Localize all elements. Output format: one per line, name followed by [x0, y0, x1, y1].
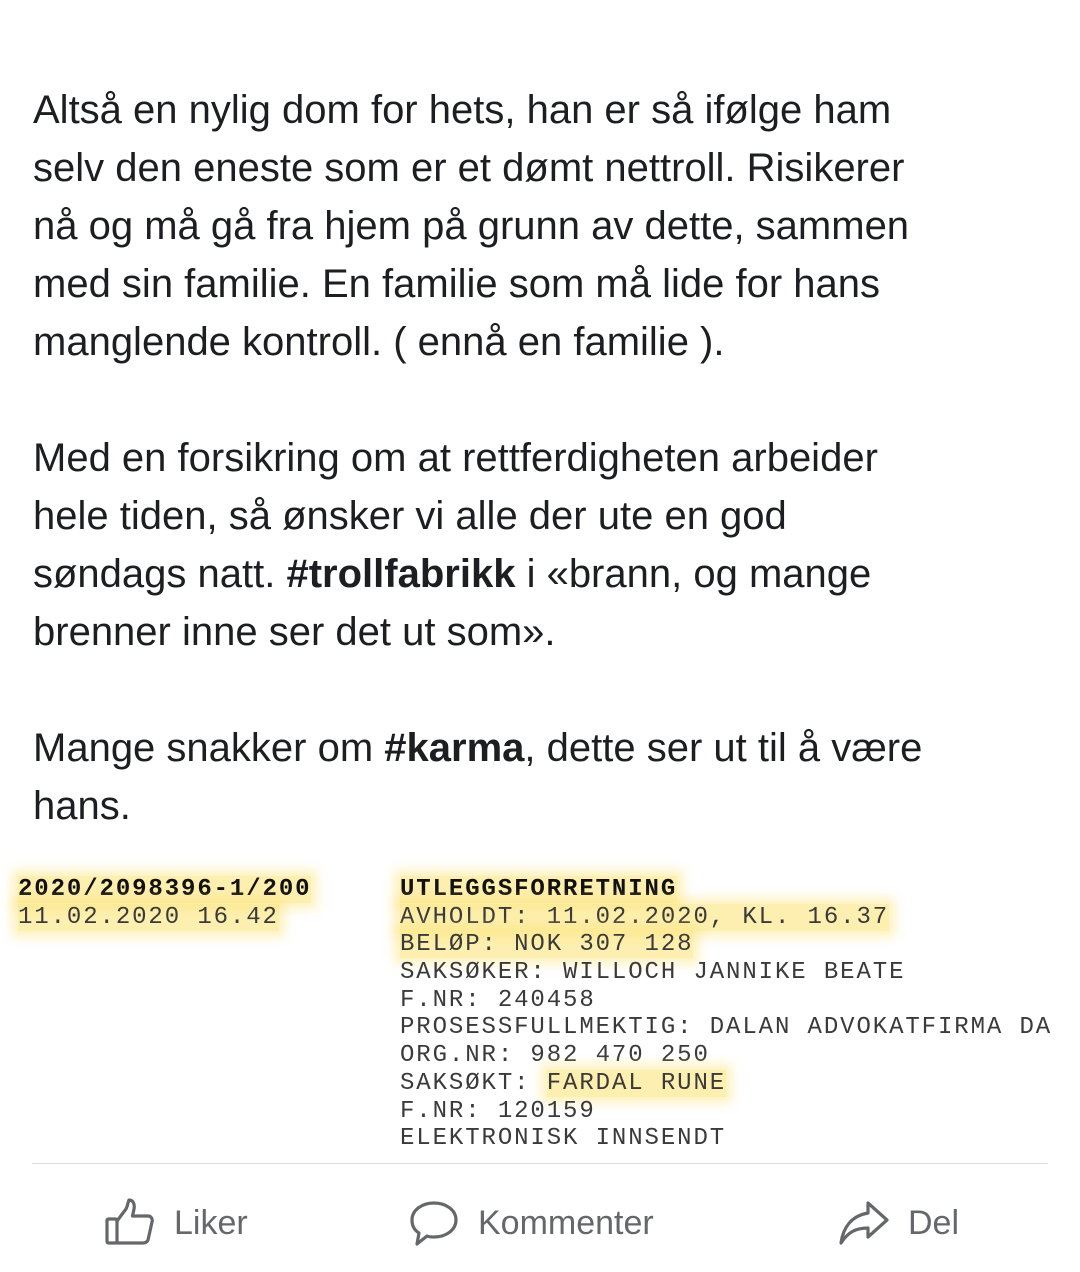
comment-button[interactable]: [408, 1192, 654, 1254]
defendant-id: F.NR: 120159: [400, 1097, 596, 1125]
text-line: med sin familie. En familie som må lide for hans: [33, 262, 880, 306]
share-label: Del: [908, 1203, 960, 1242]
text-line: hele tiden, så ønsker vi alle der ute en god: [33, 494, 787, 538]
thumbs-up-icon: [104, 1197, 174, 1249]
attorney: PROSESSFULLMEKTIG: DALAN ADVOKATFIRMA DA: [400, 1014, 1053, 1042]
text-line: [33, 545, 1073, 603]
post-text: [33, 81, 1073, 835]
text-line: hans.: [33, 784, 131, 828]
text-line: brenner inne ser det ut som».: [33, 610, 556, 654]
post-paragraph: [33, 429, 1073, 661]
text-line: nå og må gå fra hjem på grunn av dette, sammen: [33, 204, 910, 248]
post-paragraph: [33, 719, 1073, 835]
amount: BELØP: NOK 307 128: [400, 931, 694, 959]
text-segment: i «brann, og mange: [515, 552, 872, 596]
share-arrow-icon: [838, 1197, 908, 1249]
hashtag-trollfabrikk[interactable]: #trollfabrikk: [286, 552, 516, 596]
text-line: selv den eneste som er et dømt nettroll. Risikerer: [33, 146, 905, 190]
plaintiff: SAKSØKER: WILLOCH JANNIKE BEATE: [400, 959, 906, 987]
speech-bubble-icon: [408, 1197, 478, 1249]
text-line: [33, 719, 1073, 777]
hashtag-karma[interactable]: #karma: [384, 726, 525, 770]
case-number: 2020/2098396-1/200: [18, 876, 312, 903]
text-segment: , dette ser ut til å være: [524, 726, 923, 770]
org-number: ORG.NR: 982 470 250: [400, 1042, 710, 1070]
defendant-label: SAKSØKT:: [400, 1069, 547, 1097]
comment-label: Kommenter: [478, 1203, 654, 1242]
registered-date: 11.02.2020 16.42: [18, 903, 279, 931]
document-type: UTLEGGSFORRETNING: [400, 876, 678, 903]
like-label: Liker: [174, 1203, 248, 1242]
action-bar: [0, 1192, 1080, 1254]
text-line: manglende kontroll. ( ennå en familie ).: [33, 320, 725, 364]
text-line: Altså en nylig dom for hets, han er så ifølge ham: [33, 88, 892, 132]
document-right-column: [400, 876, 1052, 1153]
document-left-column: [18, 876, 311, 931]
plaintiff-id: F.NR: 240458: [400, 986, 596, 1014]
defendant: [400, 1070, 1052, 1098]
share-button[interactable]: [838, 1192, 959, 1254]
submission-method: ELEKTRONISK INNSENDT: [400, 1125, 727, 1153]
defendant-name: FARDAL RUNE: [546, 1069, 727, 1097]
held-date: AVHOLDT: 11.02.2020, KL. 16.37: [400, 903, 890, 931]
text-segment: Mange snakker om: [33, 726, 385, 770]
document-image[interactable]: [0, 876, 1080, 1154]
text-line: Med en forsikring om at rettferdigheten arbeider: [33, 436, 878, 480]
post-paragraph: [33, 81, 1073, 371]
like-button[interactable]: [104, 1192, 248, 1254]
text-segment: søndags natt.: [33, 552, 287, 596]
divider: [32, 1163, 1048, 1164]
